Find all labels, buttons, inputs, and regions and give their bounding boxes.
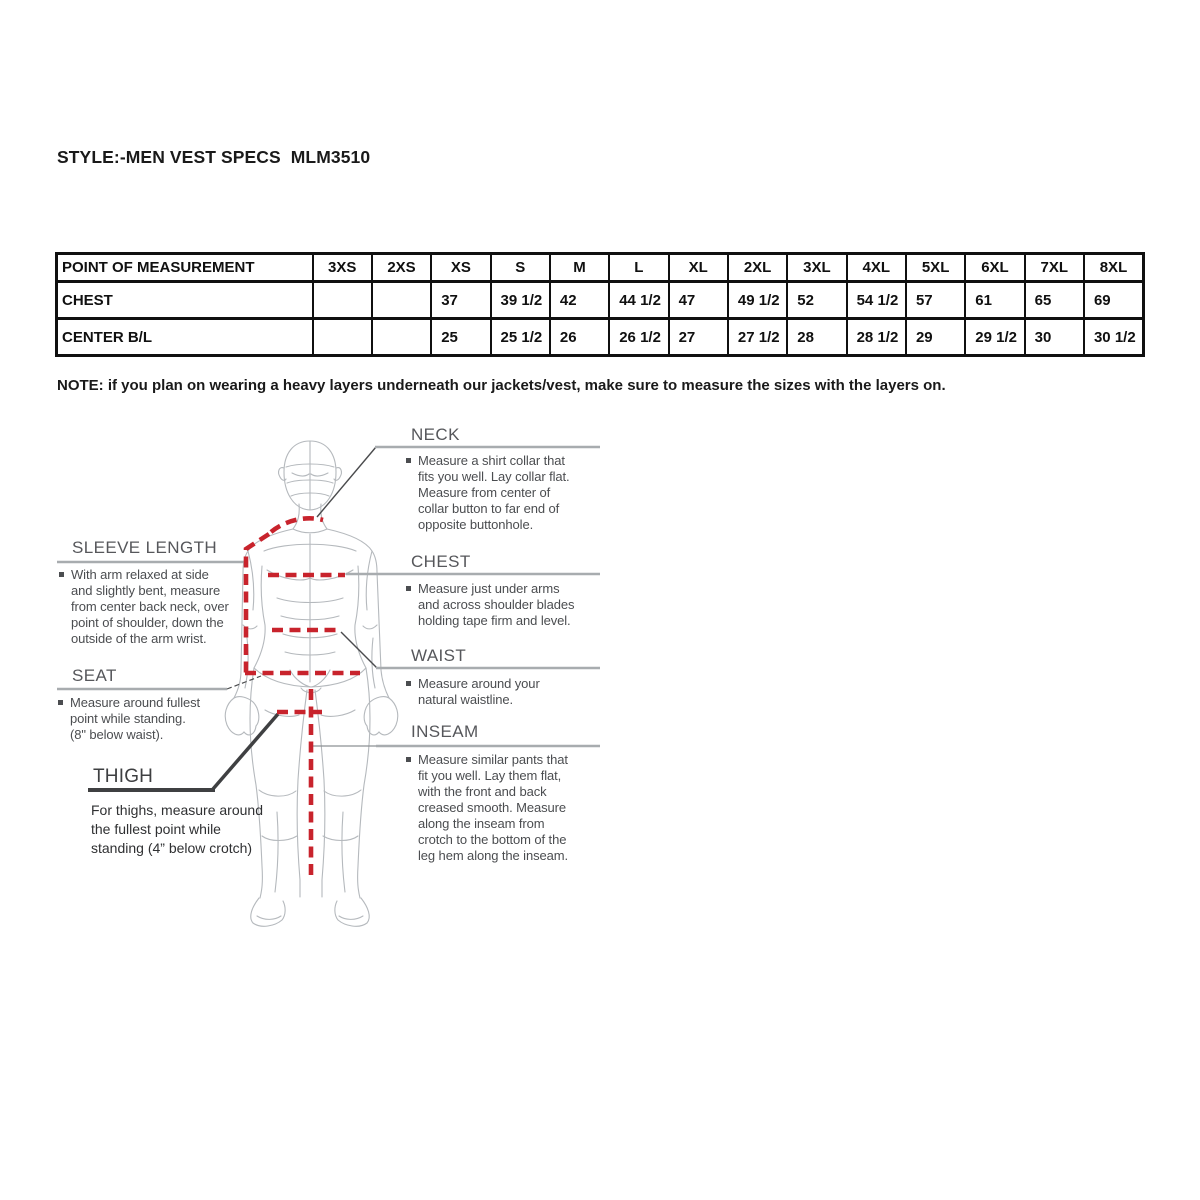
seat-description: Measure around fullest point while standing. (8" below waist). [58,695,200,743]
size-cell: 27 [669,319,728,356]
sleeve-length-heading: SLEEVE LENGTH [72,538,218,557]
size-cell: 65 [1025,282,1084,319]
neck-pointer-line [317,447,376,517]
chest-heading: CHEST [411,552,471,571]
size-cell: 25 1/2 [491,319,550,356]
table-row [57,319,1144,356]
header-cell: 8XL [1084,254,1144,282]
thigh-pointer-line [213,714,278,789]
size-cell: 30 [1025,319,1084,356]
size-cell: 39 1/2 [491,282,550,319]
header-cell: POINT OF MEASUREMENT [57,254,313,282]
header-cell: 4XL [847,254,906,282]
size-cell [313,282,372,319]
neck-description: Measure a shirt collar that fits you well. Lay collar flat. Measure from center of collar button to far end of opposite buttonhole. [406,453,570,533]
bullet-icon [58,700,63,705]
waist-heading: WAIST [411,646,467,665]
header-cell: L [609,254,668,282]
inseam-description: Measure similar pants that fit you well. Lay them flat, with the front and back creased smooth. Measure along the inseam from crotch to the bottom of the leg hem along the inseam. [406,752,568,864]
size-cell: 49 1/2 [728,282,787,319]
header-cell: XL [669,254,728,282]
bullet-icon [406,586,411,591]
size-cell: 27 1/2 [728,319,787,356]
size-cell [372,319,431,356]
header-cell: 6XL [965,254,1024,282]
header-cell: 3XS [313,254,372,282]
table-header-row [57,254,1144,282]
header-cell: S [491,254,550,282]
bullet-icon [406,757,411,762]
header-cell: 3XL [787,254,846,282]
header-cell: M [550,254,609,282]
table-row [57,282,1144,319]
size-cell: 29 1/2 [965,319,1024,356]
note-text: NOTE: if you plan on wearing a heavy layers underneath our jackets/vest, make sure to measure the sizes with the layers on. [57,377,946,394]
neck-heading: NECK [411,425,460,444]
header-cell: 2XL [728,254,787,282]
size-cell: 42 [550,282,609,319]
row-label: CENTER B/L [57,319,313,356]
size-cell [313,319,372,356]
bullet-icon [406,681,411,686]
row-label: CHEST [57,282,313,319]
header-cell: 2XS [372,254,431,282]
size-cell: 26 1/2 [609,319,668,356]
size-cell: 30 1/2 [1084,319,1144,356]
size-cell: 52 [787,282,846,319]
size-cell: 25 [431,319,490,356]
inseam-heading: INSEAM [411,722,479,741]
size-cell: 26 [550,319,609,356]
size-cell: 28 1/2 [847,319,906,356]
bullet-icon [59,572,64,577]
bullet-icon [406,458,411,463]
thigh-heading: THIGH [93,766,154,787]
page-title: STYLE:-MEN VEST SPECS MLM3510 [57,147,371,167]
size-cell: 44 1/2 [609,282,668,319]
measurement-diagram [55,420,615,960]
waist-description: Measure around your natural waistline. [406,676,540,708]
size-cell [372,282,431,319]
sleeve-length-description: With arm relaxed at side and slightly bent, measure from center back neck, over point of shoulder, down the outside of the arm wrist. [59,567,229,647]
size-spec-table-wrap [55,252,1145,357]
size-cell: 54 1/2 [847,282,906,319]
size-spec-table [55,252,1145,357]
size-cell: 57 [906,282,965,319]
size-cell: 47 [669,282,728,319]
header-cell: 5XL [906,254,965,282]
size-cell: 69 [1084,282,1144,319]
chest-description: Measure just under arms and across shoulder blades holding tape firm and level. [406,581,574,629]
size-cell: 28 [787,319,846,356]
thigh-description: For thighs, measure around the fullest point while standing (4” below crotch) [91,802,263,856]
header-cell: XS [431,254,490,282]
seat-pointer-line [227,676,261,689]
header-cell: 7XL [1025,254,1084,282]
seat-heading: SEAT [72,666,117,685]
size-cell: 61 [965,282,1024,319]
size-cell: 37 [431,282,490,319]
size-cell: 29 [906,319,965,356]
